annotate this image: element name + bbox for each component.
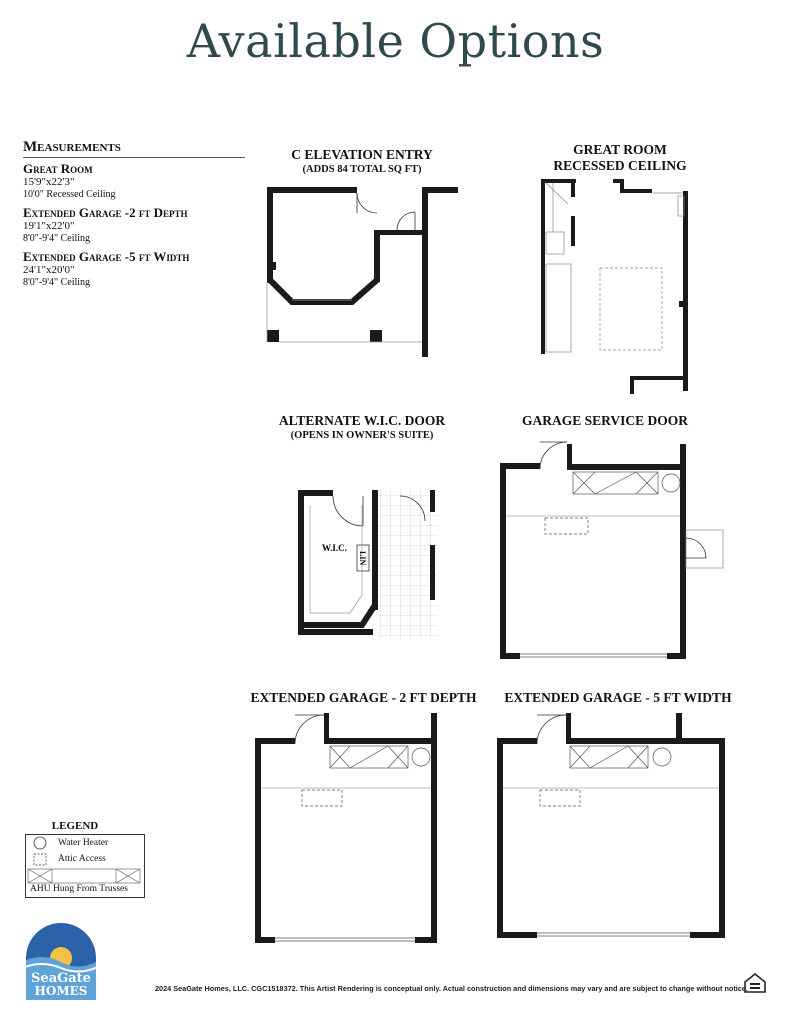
plan-title-text: ALTERNATE W.I.C. DOOR: [278, 413, 446, 428]
garage-service-title: [505, 413, 705, 429]
wic-label: W.I.C.: [322, 543, 347, 553]
room-name: Great Room: [23, 161, 93, 176]
room-name: Extended Garage -5 ft Width: [23, 249, 190, 264]
great-room-title: [520, 142, 720, 174]
legend-ahu: AHU Hung From Trusses: [30, 884, 128, 894]
attic-access-icon: [33, 853, 47, 866]
plan-title-text: C ELEVATION ENTRY: [291, 147, 433, 162]
seagate-homes-logo: [22, 922, 100, 1002]
water-heater-icon: [33, 836, 47, 850]
ext-width-title: [498, 690, 738, 706]
alt-wic-title: [262, 413, 462, 442]
room-dims: 24'1"x20'0": [23, 264, 75, 276]
great-room-floorplan: [538, 176, 698, 396]
plan-subtitle: (ADDS 84 TOTAL SQ FT): [302, 164, 422, 175]
logo-line2: HOMES: [34, 984, 88, 998]
plan-title-text: EXTENDED GARAGE - 5 FT WIDTH: [504, 690, 732, 705]
logo-line1: SeaGate: [31, 971, 91, 986]
c-elevation-floorplan: [262, 182, 462, 362]
ext-width-floorplan: [492, 710, 732, 940]
room-dims: 19'1"x22'0": [23, 220, 75, 232]
ahu-icon: [26, 868, 142, 884]
plan-title-text: GARAGE SERVICE DOOR: [521, 413, 689, 428]
equal-housing-icon: [743, 972, 767, 994]
measurements-heading: Measurements: [23, 139, 245, 158]
room-ceiling: 8'0"-9'4" Ceiling: [23, 277, 91, 288]
c-elevation-title: [262, 147, 462, 176]
lin-label: LIN: [358, 551, 367, 566]
legend-attic-access: Attic Access: [58, 854, 106, 864]
garage-service-floorplan: [495, 438, 735, 663]
footer-disclaimer: 2024 SeaGate Homes, LLC. CGC1518372. This Artist Rendering is conceptual only. Actual construction and dimensions may vary and are subject to change without notice.: [155, 984, 748, 993]
plan-title-text: EXTENDED GARAGE - 2 FT DEPTH: [250, 690, 477, 705]
legend-water-heater: Water Heater: [58, 838, 109, 848]
room-ceiling: 10'0" Recessed Ceiling: [23, 189, 116, 200]
room-dims: 15'9"x22'3": [23, 176, 75, 188]
plan-subtitle: (OPENS IN OWNER'S SUITE): [290, 430, 434, 441]
room-name: Extended Garage -2 ft Depth: [23, 205, 188, 220]
legend-title: LEGEND: [51, 820, 99, 832]
plan-subtitle: RECESSED CEILING: [553, 158, 687, 173]
room-ceiling: 8'0"-9'4" Ceiling: [23, 233, 91, 244]
ext-depth-title: [246, 690, 481, 706]
measurements-panel: [23, 139, 245, 293]
page-title: Available Options: [186, 14, 605, 68]
ext-depth-floorplan: [250, 710, 445, 945]
plan-title-text: GREAT ROOM: [573, 142, 667, 157]
alt-wic-floorplan: [290, 485, 445, 640]
